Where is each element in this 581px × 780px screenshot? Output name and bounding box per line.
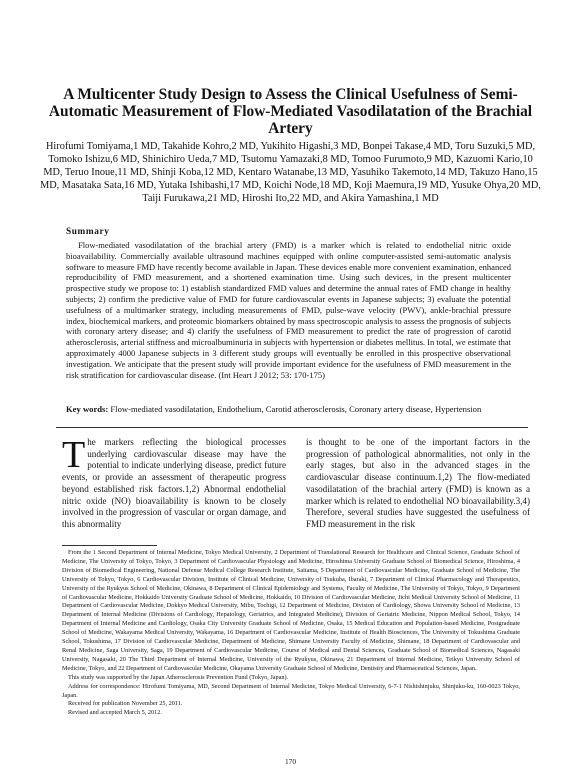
page-number: 170 xyxy=(284,757,297,766)
footnotes xyxy=(62,549,520,718)
footnote-received: Received for publication November 25, 2011. xyxy=(68,700,183,708)
body-column-left xyxy=(62,434,286,531)
author-list: Hirofumi Tomiyama,1 MD, Takahide Kohro,2 MD, Yukihito Higashi,3 MD, Bonpei Takase,4 MD, Toru Suzuki,5 MD, Tomoko Ishizu,6 MD, Shinichiro Ueda,7 MD, Tsutomu Yamazaki,8 MD, Tomoo Furumoto,9 MD, Kazuomi Kario,10 MD, Teruo Inoue,11 MD, Shinji Koba,12 MD, Kentaro Watanabe,13 MD, Yasuhiko Takemoto,14 MD, Takuzo Hano,15 MD, Masataka Sata,16 MD, Yutaka Ishibashi,17 MD, Koichi Node,18 MD, Koji Maemura,19 MD, Yusuke Ohya,20 MD, Taiji Furukawa,21 MD, Hiroshi Ito,22 MD, and Akira Yamashina,1 MD xyxy=(40,141,541,205)
footnote-divider xyxy=(62,545,157,546)
section-divider xyxy=(56,427,528,428)
footnote-address: Address for correspondence: Hirofumi Tomiyama, MD, Second Department of Internal Medicine, Tokyo Medical University, 6-7-1 Nishishinjuku, Shinjuku-ku, 160-0023 Tokyo, Japan. xyxy=(62,682,520,699)
body-text-right: is thought to be one of the important factors in the progression of pathological abnormalities, not only in the early stages, but also in the advanced stages in the cardiovascular disease continuum.1,2) The flow-mediated vasodilatation of the brachial artery (FMD) is known as a marker which is related to endothelial NO bioavailability.3,4) Therefore, several studies have suggested the usefulness of FMD measurement in the risk xyxy=(306,437,530,529)
footnote-support: This study was supported by the Japan Atherosclerosis Prevention Fund (Tokyo, Japan). xyxy=(68,673,289,681)
article-title: A Multicenter Study Design to Assess the Clinical Usefulness of Semi-Automatic Measurement of Flow-Mediated Vasodilatation of the Brachial Artery xyxy=(48,86,533,137)
keywords-label: Key words: xyxy=(66,404,109,414)
footnote-affiliations: From the 1 Second Department of Internal Medicine, Tokyo Medical University, 2 Department of Translational Research for Healthcare and Clinical Science, Graduate School of Medicine, The University of Tokyo, Tokyo, 3 Department of Cardiovascular Physiology and Medicine, Hiroshima University Graduate School of Biomedical Science, Hiroshima, 4 Division of Biomedical Engineering, National Defense Medical College Research Institute, Saitama, 5 Department of Cardiovascular Medicine, Graduate School of Medicine, The University of Tokyo, Tokyo, 6 Cardiovascular Division, Institute of Clinical Medicine, University of Tsukuba, Ibaraki, 7 Department of Clinical Pharmacology and Therapeutics, University of the Ryukyus School of Medicine, Okinawa, 8 Department of Clinical Epidemiology and Systems, Faculty of Medicine, The University of Tokyo, Tokyo, 9 Department of Cardiovascular Medicine, Hokkaido University Graduate School of Medicine, Hokkaido, 10 Division of Cardiovascular Medicine, Jichi Medical University School of Medicine, 11 Department of Cardiovascular Medicine, Dokkyo Medical University, Mibu, Tochigi, 12 Department of Medicine, Division of Cardiology, Showa University School of Medicine, 13 Department of Internal Medicine (Divisions of Cardiology, Hepatology, Geriatrics, and Integrated Medicine), Division of Geriatric Medicine, Nippon Medical School, Tokyo, 14 Department of Internal Medicine and Cardiology, Osaka City University Graduate School of Medicine, Osaka, 15 Medical Education and Population-based Medicine, Postgraduate School of Medicine, Wakayama Medical University, Wakayama, 16 Department of Cardiovascular Medicine, Institute of Health Biosciences, The University of Tokushima Graduate School, Tokushima, 17 Division of Cardiovascular Medicine, Department of Medicine, Shimane University Faculty of Medicine, Shimane, 18 Department of Cardiovascular and Renal Medicine, Saga University, Saga, 19 Department of Cardiovascular Medicine, Course of Medical and Dental Sciences, Graduate School of Biomedical Sciences, Nagasaki University, Nagasaki, 20 The Third Department of Internal Medicine, University of the Ryukyus, Okinawa, 21 Department of Internal Medicine, Teikyo University School of Medicine, Tokyo, and 22 Department of Cardiovascular Medicine, Okayama University Graduate School of Medicine, Dentistry and Pharmaceutical Sciences, Japan. xyxy=(62,549,520,672)
body-column-right xyxy=(306,437,530,531)
drop-cap: T xyxy=(62,434,86,476)
body-text-left: he markers reflecting the biological processes underlying cardiovascular disease may have the potential to indicate underlying disease, predict future events, or provide an assessment of therapeutic progress beyond established risk factors.1,2) Abnormal endothelial nitric oxide (NO) bioavailability is known to be closely involved in the progression of vascular or organ damage, and this abnormality xyxy=(62,437,286,529)
summary-text: Flow-mediated vasodilatation of the brachial artery (FMD) is a marker which is related to endothelial nitric oxide bioavailability. Commercially available ultrasound machines equipped with online computer-assisted semi-automatic analysis software to measure FMD have recently become available in Japan. These devices enable more convenient examination, enhanced reproducibility of FMD measurement, and a shortened examination time. Using such devices, in the present multicenter prospective study we propose to: 1) establish standardized FMD values and determine the annual rates of FMD change in healthy subjects; 2) confirm the predictive value of FMD for future cardiovascular events in Japanese subjects; 3) evaluate the potential usefulness of a multimarker strategy, including measurements of FMD, pulse-wave velocity (PWV), ankle-brachial pressure index, biochemical markers, and proteomic biomarkers obtained by mass spectroscopic analysis to assess the prognosis of subjects with coronary artery disease; and 4) clarify the usefulness of FMD measurement to predict the rate of progression of carotid atherosclerosis, arterial stiffness and microalbuminuria in subjects with hypertension or diabetes mellitus. In total, we estimate that approximately 4000 Japanese subjects in 3 different study groups will eventually be enrolled in this prospective observational investigation. We anticipate that the present study will provide important evidence for the usefulness of FMD measurement in the risk stratification for cardiovascular disease. (Int Heart J 2012; 53: 170-175) xyxy=(66,240,511,380)
summary-heading: Summary xyxy=(66,227,110,237)
keywords-line xyxy=(66,404,536,414)
summary-section xyxy=(66,240,511,380)
footnote-revised: Revised and accepted March 5, 2012. xyxy=(68,709,162,717)
keywords-text: Flow-mediated vasodilatation, Endothelium, Carotid atherosclerosis, Coronary artery disease, Hypertension xyxy=(110,404,482,414)
